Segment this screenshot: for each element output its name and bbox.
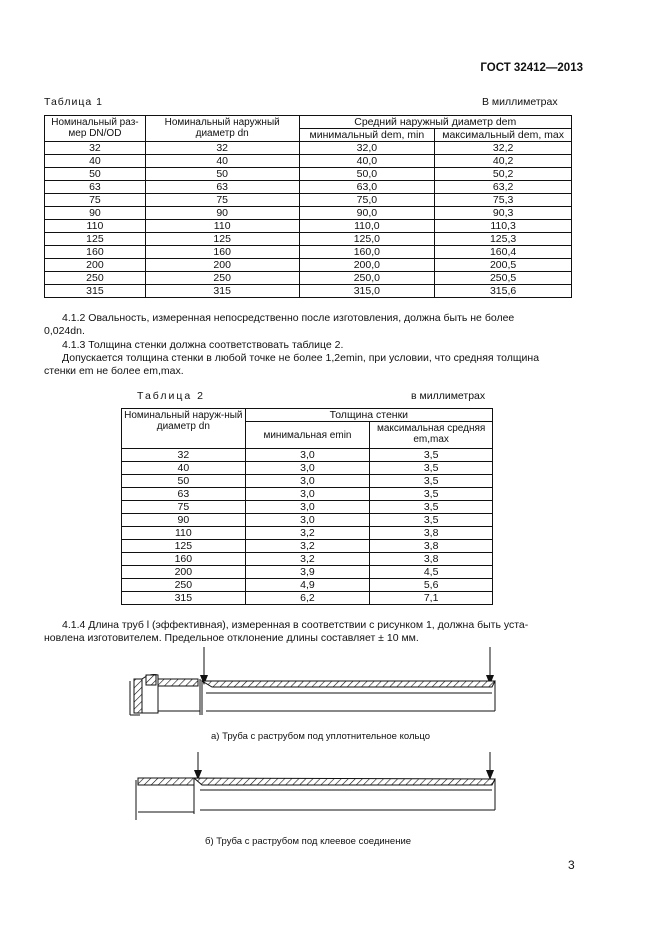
table2-cell: 3,8 — [370, 540, 493, 553]
table2-cell: 3,5 — [370, 488, 493, 501]
table2-cell: 32 — [122, 449, 246, 462]
table1-cell: 200,0 — [299, 259, 435, 272]
table1-cell: 160,4 — [435, 246, 572, 259]
table1-min-header: минимальный dem, min — [299, 129, 435, 142]
table1-row — [45, 168, 572, 181]
table1-cell: 315 — [45, 285, 146, 298]
para-4-1-4: 4.1.4 Длина труб l (эффективная), измеренная в соответствии с рисунком 1, должна быть уста- — [62, 619, 529, 631]
table1-cell: 125 — [45, 233, 146, 246]
table1-cell: 250 — [145, 272, 299, 285]
table1-row — [45, 233, 572, 246]
table1-row — [45, 246, 572, 259]
table1 — [44, 115, 572, 298]
table2-units: в миллиметрах — [411, 390, 486, 402]
table1-cell: 315 — [145, 285, 299, 298]
table1-caption: Таблица 1 — [44, 96, 103, 108]
table2-cell: 3,8 — [370, 553, 493, 566]
table2-cell: 125 — [122, 540, 246, 553]
table1-cell: 50 — [145, 168, 299, 181]
table1-cell: 200 — [45, 259, 146, 272]
table1-row — [45, 142, 572, 155]
table2-cell: 3,5 — [370, 501, 493, 514]
table1-row — [45, 207, 572, 220]
table1-cell: 90 — [145, 207, 299, 220]
table2-cell: 3,2 — [245, 553, 370, 566]
table2-cell: 250 — [122, 579, 246, 592]
table1-cell: 160 — [45, 246, 146, 259]
table2-row — [122, 527, 493, 540]
table2-cell: 50 — [122, 475, 246, 488]
table1-cell: 90,3 — [435, 207, 572, 220]
table1-cell: 250,0 — [299, 272, 435, 285]
table2-row — [122, 540, 493, 553]
para-4-1-2: 4.1.2 Овальность, измеренная непосредственно после изготовления, должна быть не более — [62, 312, 515, 324]
table2-cell: 315 — [122, 592, 246, 605]
table1-cell: 50,2 — [435, 168, 572, 181]
table2-cell: 4,5 — [370, 566, 493, 579]
document-header: ГОСТ 32412—2013 — [480, 62, 583, 74]
table1-cell: 40,0 — [299, 155, 435, 168]
table2-cell: 90 — [122, 514, 246, 527]
table1-cell: 75,0 — [299, 194, 435, 207]
figure-a-caption: а) Труба с раструбом под уплотнительное кольцо — [211, 731, 431, 742]
table2-cell: 3,5 — [370, 462, 493, 475]
figure-pipe-ring-socket — [120, 645, 510, 725]
page-number: 3 — [568, 858, 575, 872]
table1-cell: 40 — [45, 155, 146, 168]
table1-cell: 63 — [45, 181, 146, 194]
table2-caption: Таблица 2 — [137, 390, 205, 402]
table1-cell: 75,3 — [435, 194, 572, 207]
table1-cell: 110 — [145, 220, 299, 233]
table2-row — [122, 462, 493, 475]
table2-cell: 3,0 — [245, 462, 370, 475]
table2-cell: 3,9 — [245, 566, 370, 579]
table1-cell: 90,0 — [299, 207, 435, 220]
table1-cell: 32,0 — [299, 142, 435, 155]
figure-pipe-glue-socket — [120, 752, 510, 822]
figure-b-caption: б) Труба с раструбом под клеевое соединение — [205, 836, 412, 847]
table2-cell: 7,1 — [370, 592, 493, 605]
table1-cell: 250,5 — [435, 272, 572, 285]
para-4-1-4-cont: новлена изготовителем. Предельное отклонение длины составляет ± 10 мм. — [44, 632, 419, 644]
table2-col1-header: Номинальный наруж-ный диаметр dn — [122, 409, 246, 449]
table1-cell: 125 — [145, 233, 299, 246]
table1-cell: 40,2 — [435, 155, 572, 168]
table2-cell: 160 — [122, 553, 246, 566]
table2-row — [122, 579, 493, 592]
table2-row — [122, 488, 493, 501]
table2-cell: 63 — [122, 488, 246, 501]
table2-row — [122, 553, 493, 566]
para-4-1-3: 4.1.3 Толщина стенки должна соответствовать таблице 2. — [62, 339, 344, 351]
table1-cell: 75 — [145, 194, 299, 207]
table2-cell: 6,2 — [245, 592, 370, 605]
table2-row — [122, 501, 493, 514]
table1-cell: 315,6 — [435, 285, 572, 298]
table2-row — [122, 475, 493, 488]
table2-cell: 200 — [122, 566, 246, 579]
table2-cell: 3,2 — [245, 527, 370, 540]
table1-cell: 32 — [145, 142, 299, 155]
table2-cell: 3,0 — [245, 501, 370, 514]
table2-row — [122, 592, 493, 605]
table1-row — [45, 272, 572, 285]
table2-cell: 3,5 — [370, 449, 493, 462]
table2-max-header: максимальная средняя em,max — [370, 422, 493, 449]
table2 — [121, 408, 493, 605]
table1-cell: 32 — [45, 142, 146, 155]
table2-row — [122, 449, 493, 462]
table2-row — [122, 566, 493, 579]
table1-cell: 50,0 — [299, 168, 435, 181]
table2-cell: 40 — [122, 462, 246, 475]
table1-cell: 40 — [145, 155, 299, 168]
table2-cell: 75 — [122, 501, 246, 514]
table2-group-header: Толщина стенки — [245, 409, 492, 422]
table1-cell: 160 — [145, 246, 299, 259]
table1-cell: 110,3 — [435, 220, 572, 233]
table2-min-header: минимальная emin — [245, 422, 370, 449]
table2-cell: 3,5 — [370, 475, 493, 488]
table1-cell: 125,0 — [299, 233, 435, 246]
table1-row — [45, 155, 572, 168]
table1-cell: 63 — [145, 181, 299, 194]
table2-cell: 3,0 — [245, 514, 370, 527]
table1-cell: 32,2 — [435, 142, 572, 155]
table1-row — [45, 220, 572, 233]
table1-row — [45, 194, 572, 207]
table1-col2-header: Номинальный наружный диаметр dn — [145, 116, 299, 142]
table2-cell: 3,0 — [245, 475, 370, 488]
para-4-1-2-cont: 0,024dn. — [44, 325, 85, 337]
table1-units: В миллиметрах — [482, 96, 558, 108]
table1-row — [45, 285, 572, 298]
table1-cell: 75 — [45, 194, 146, 207]
table1-cell: 250 — [45, 272, 146, 285]
table1-cell: 315,0 — [299, 285, 435, 298]
table1-row — [45, 259, 572, 272]
table2-cell: 3,5 — [370, 514, 493, 527]
table1-cell: 160,0 — [299, 246, 435, 259]
table1-cell: 63,0 — [299, 181, 435, 194]
table2-row — [122, 514, 493, 527]
table2-cell: 3,2 — [245, 540, 370, 553]
table2-cell: 5,6 — [370, 579, 493, 592]
table2-cell: 3,0 — [245, 488, 370, 501]
table2-cell: 3,8 — [370, 527, 493, 540]
table1-col1-header: Номинальный раз-мер DN/OD — [45, 116, 146, 142]
table1-cell: 125,3 — [435, 233, 572, 246]
table1-cell: 200 — [145, 259, 299, 272]
table1-cell: 110 — [45, 220, 146, 233]
table1-cell: 90 — [45, 207, 146, 220]
table2-cell: 4,9 — [245, 579, 370, 592]
table1-cell: 50 — [45, 168, 146, 181]
para-4-1-3-b-cont: стенки em не более em,max. — [44, 365, 184, 377]
table2-cell: 3,0 — [245, 449, 370, 462]
table1-group-header: Средний наружный диаметр dem — [299, 116, 572, 129]
para-4-1-3-b: Допускается толщина стенки в любой точке не более 1,2emin, при условии, что средняя толщина — [62, 352, 540, 364]
table1-cell: 110,0 — [299, 220, 435, 233]
table1-row — [45, 181, 572, 194]
table1-max-header: максимальный dem, max — [435, 129, 572, 142]
table2-cell: 110 — [122, 527, 246, 540]
table1-cell: 63,2 — [435, 181, 572, 194]
table1-cell: 200,5 — [435, 259, 572, 272]
